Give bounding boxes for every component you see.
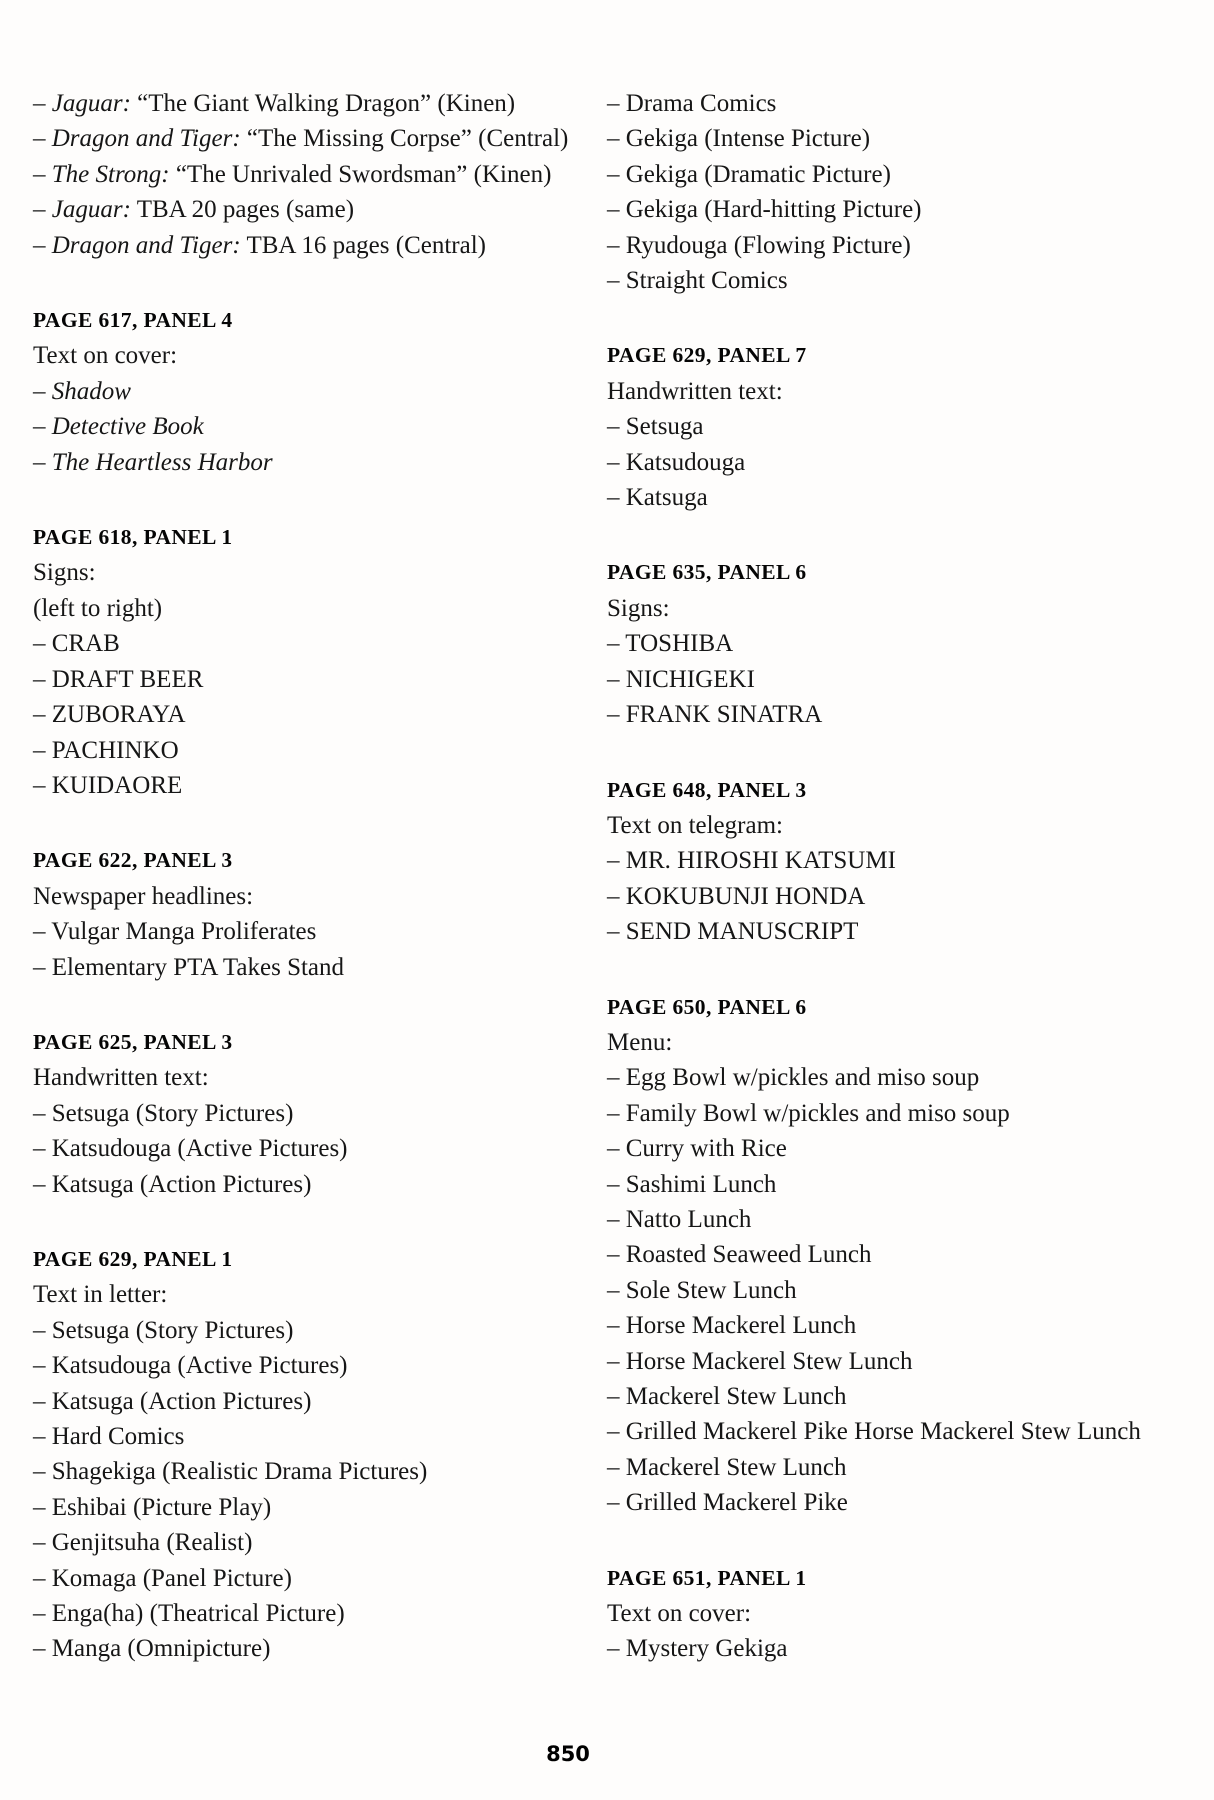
text-line	[607, 1202, 1141, 1237]
text-segment: – NICHIGEKI	[607, 665, 755, 693]
italic-title-text: Detective Book	[51, 413, 204, 441]
text-line	[33, 662, 568, 697]
text-line	[33, 157, 568, 192]
text-line	[33, 1348, 568, 1383]
text-segment: – Genjitsuha (Realist)	[33, 1529, 253, 1557]
text-line	[607, 1631, 1141, 1666]
text-segment: – Vulgar Manga Proliferates	[33, 918, 317, 946]
text-segment: – Sole Stew Lunch	[607, 1276, 797, 1304]
text-line	[33, 950, 568, 985]
text-line	[33, 121, 568, 156]
text-segment: – Drama Comics	[607, 90, 777, 117]
italic-title-text: Dragon and Tiger:	[51, 231, 241, 259]
text-line	[607, 1450, 1141, 1485]
section	[33, 1242, 568, 1667]
text-segment: – Mystery Gekiga	[607, 1635, 788, 1663]
text-segment: – Setsuga (Story Pictures)	[33, 1099, 294, 1127]
text-segment: – SEND MANUSCRIPT	[607, 918, 859, 946]
text-segment: Handwritten text:	[607, 377, 783, 405]
text-line	[607, 1379, 1141, 1414]
text-segment: – Katsuga (Action Pictures)	[33, 1170, 312, 1198]
text-line	[607, 914, 1141, 949]
italic-title-text: The Heartless Harbor	[51, 448, 273, 476]
text-line	[33, 733, 568, 768]
text-segment: Text on telegram:	[607, 811, 783, 839]
text-line	[607, 1596, 1141, 1631]
text-segment: – Hard Comics	[33, 1423, 185, 1450]
text-line	[607, 1308, 1141, 1343]
text-line	[33, 626, 568, 661]
text-line	[33, 1096, 568, 1131]
text-line	[607, 1167, 1141, 1202]
text-segment: “The Missing Corpse” (Central)	[240, 125, 569, 153]
text-line	[607, 1096, 1141, 1131]
text-line	[607, 374, 1141, 409]
text-segment: – Komaga (Panel Picture)	[33, 1564, 292, 1592]
text-line	[607, 1273, 1141, 1308]
section	[33, 1025, 568, 1202]
text-segment: – Setsuga	[607, 413, 704, 441]
text-segment: – ZUBORAYA	[33, 701, 186, 729]
section	[607, 555, 1141, 732]
text-line	[607, 192, 1141, 227]
text-segment: – Horse Mackerel Stew Lunch	[607, 1347, 913, 1375]
text-line	[33, 409, 568, 444]
text-line	[33, 1313, 568, 1348]
text-segment: Signs:	[33, 559, 96, 587]
section	[33, 86, 568, 263]
text-segment: – Family Bowl w/pickles and miso soup	[607, 1099, 1010, 1127]
text-line	[607, 86, 1141, 121]
text-line	[33, 1454, 568, 1489]
text-segment: Handwritten text:	[33, 1064, 209, 1092]
text-line	[607, 879, 1141, 914]
page-number: 850	[546, 1742, 590, 1766]
text-line	[33, 1561, 568, 1596]
text-line	[33, 1596, 568, 1631]
text-segment: –	[33, 413, 52, 441]
text-line	[607, 445, 1141, 480]
text-line	[33, 86, 568, 121]
text-line	[33, 1384, 568, 1419]
text-segment: – Katsuga (Action Pictures)	[33, 1387, 312, 1415]
text-segment: Menu:	[607, 1028, 673, 1056]
text-line	[33, 768, 568, 803]
italic-title-text: The Strong:	[51, 160, 170, 188]
section	[607, 990, 1141, 1521]
text-segment: – TOSHIBA	[607, 630, 734, 658]
text-segment: – KUIDAORE	[33, 771, 183, 799]
section-header: PAGE 617, PANEL 4	[33, 308, 233, 333]
text-segment: – MR. HIROSHI KATSUMI	[607, 847, 896, 875]
text-line	[607, 697, 1141, 732]
section	[607, 338, 1141, 515]
text-segment: – Natto Lunch	[607, 1205, 752, 1233]
section	[607, 1561, 1141, 1667]
section	[607, 773, 1141, 950]
text-segment: – Shagekiga (Realistic Drama Pictures)	[33, 1458, 428, 1486]
section	[33, 843, 568, 985]
section-header: PAGE 651, PANEL 1	[607, 1565, 807, 1590]
text-line	[607, 1485, 1141, 1520]
text-line	[607, 808, 1141, 843]
text-segment: – Katsudouga (Active Pictures)	[33, 1135, 348, 1163]
text-segment: –	[33, 231, 52, 259]
text-segment: –	[33, 125, 52, 153]
text-line	[33, 591, 568, 626]
text-line	[33, 555, 568, 590]
text-segment: – Grilled Mackerel Pike	[607, 1489, 848, 1517]
text-segment: – Manga (Omnipicture)	[33, 1635, 271, 1663]
text-segment: – PACHINKO	[33, 736, 179, 764]
text-segment: – Gekiga (Intense Picture)	[607, 125, 871, 153]
text-line	[607, 1344, 1141, 1379]
text-line	[607, 1131, 1141, 1166]
text-segment: – Enga(ha) (Theatrical Picture)	[33, 1600, 345, 1628]
column-right	[607, 86, 1141, 1667]
text-segment: –	[33, 160, 52, 188]
section	[33, 520, 568, 803]
text-segment: “The Giant Walking Dragon” (Kinen)	[130, 90, 516, 117]
text-line	[33, 338, 568, 373]
text-segment: (left to right)	[33, 594, 163, 622]
text-segment: – Roasted Seaweed Lunch	[607, 1241, 872, 1269]
section-header: PAGE 622, PANEL 3	[33, 848, 233, 873]
section-header: PAGE 650, PANEL 6	[607, 994, 807, 1019]
text-segment: – Gekiga (Dramatic Picture)	[607, 160, 891, 188]
text-line	[607, 409, 1141, 444]
text-segment: – Mackerel Stew Lunch	[607, 1383, 847, 1410]
section-header: PAGE 625, PANEL 3	[33, 1029, 233, 1054]
text-segment: – Curry with Rice	[607, 1135, 787, 1163]
text-line	[33, 374, 568, 409]
text-line	[33, 879, 568, 914]
text-segment: Text in letter:	[33, 1281, 168, 1309]
text-segment: Signs:	[607, 594, 670, 622]
text-segment: – Egg Bowl w/pickles and miso soup	[607, 1064, 980, 1092]
italic-title-text: Jaguar:	[51, 90, 131, 117]
text-line	[607, 626, 1141, 661]
text-segment: –	[33, 196, 52, 224]
text-line	[607, 228, 1141, 263]
text-line	[607, 1237, 1141, 1272]
text-line	[33, 1419, 568, 1454]
text-segment: –	[33, 90, 52, 117]
text-line	[607, 1060, 1141, 1095]
section-header: PAGE 648, PANEL 3	[607, 777, 807, 802]
text-line	[33, 1277, 568, 1312]
section-header: PAGE 629, PANEL 7	[607, 343, 807, 368]
italic-title-text: Jaguar:	[51, 196, 131, 224]
text-line	[33, 1490, 568, 1525]
section-header: PAGE 618, PANEL 1	[33, 525, 233, 550]
text-segment: – Gekiga (Hard-hitting Picture)	[607, 196, 922, 224]
text-segment: TBA 16 pages (Central)	[240, 231, 486, 259]
section	[607, 86, 1141, 298]
text-line	[607, 1025, 1141, 1060]
text-line	[607, 263, 1141, 298]
text-line	[33, 1631, 568, 1666]
text-line	[607, 843, 1141, 878]
text-segment: – Sashimi Lunch	[607, 1170, 777, 1198]
text-segment: – CRAB	[33, 630, 120, 658]
text-segment: “The Unrivaled Swordsman” (Kinen)	[169, 160, 552, 188]
text-segment: – Mackerel Stew Lunch	[607, 1453, 847, 1481]
text-line	[33, 1525, 568, 1560]
text-line	[33, 1131, 568, 1166]
text-line	[607, 480, 1141, 515]
text-segment: – Katsuga	[607, 484, 708, 512]
section-header: PAGE 629, PANEL 1	[33, 1246, 233, 1271]
text-line	[33, 192, 568, 227]
column-left	[33, 86, 568, 1667]
italic-title-text: Shadow	[51, 377, 131, 405]
text-line	[607, 1414, 1141, 1449]
text-segment: Newspaper headlines:	[33, 882, 254, 910]
text-line	[33, 1167, 568, 1202]
text-segment: TBA 20 pages (same)	[130, 196, 355, 224]
text-segment: – Katsudouga (Active Pictures)	[33, 1352, 348, 1380]
text-line	[607, 157, 1141, 192]
text-segment: – Straight Comics	[607, 267, 788, 295]
text-line	[33, 914, 568, 949]
text-line	[607, 121, 1141, 156]
text-line	[33, 697, 568, 732]
text-segment: – KOKUBUNJI HONDA	[607, 882, 866, 910]
italic-title-text: Dragon and Tiger:	[51, 125, 241, 153]
text-line	[607, 591, 1141, 626]
text-line	[33, 228, 568, 263]
text-segment: –	[33, 377, 52, 405]
text-line	[33, 445, 568, 480]
text-segment: – Setsuga (Story Pictures)	[33, 1316, 294, 1344]
text-segment: – FRANK SINATRA	[607, 701, 823, 729]
text-segment: – Eshibai (Picture Play)	[33, 1493, 272, 1521]
section-header: PAGE 635, PANEL 6	[607, 560, 807, 585]
text-line	[33, 1060, 568, 1095]
section	[33, 303, 568, 480]
text-segment: –	[33, 448, 52, 476]
text-line	[607, 662, 1141, 697]
text-segment: – Horse Mackerel Lunch	[607, 1312, 857, 1340]
text-segment: Text on cover:	[33, 342, 178, 370]
text-segment: – DRAFT BEER	[33, 665, 204, 693]
text-segment: – Ryudouga (Flowing Picture)	[607, 231, 911, 259]
text-segment: Text on cover:	[607, 1600, 752, 1628]
text-segment: – Katsudouga	[607, 448, 746, 476]
text-segment: – Elementary PTA Takes Stand	[33, 953, 345, 981]
text-segment: – Grilled Mackerel Pike Horse Mackerel Stew Lunch	[607, 1418, 1141, 1446]
